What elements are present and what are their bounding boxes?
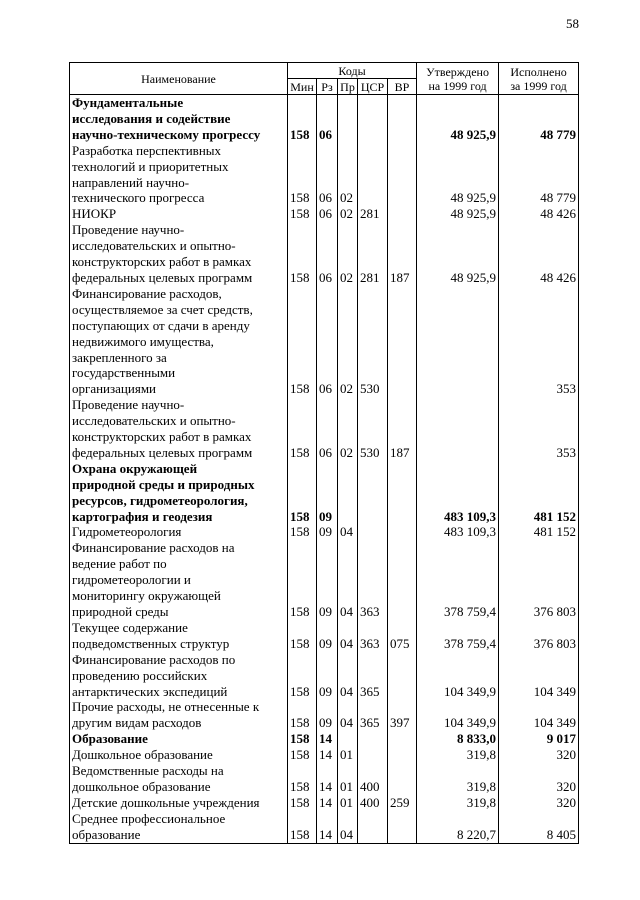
row-code-pr: 02 [338, 206, 358, 222]
row-executed: 376 803 [499, 620, 579, 652]
row-code-csr: 400 [358, 763, 388, 795]
row-code-vr [388, 763, 417, 795]
row-code-min: 158 [288, 731, 317, 747]
row-code-min: 158 [288, 620, 317, 652]
header-name: Наименование [70, 63, 288, 95]
row-code-pr: 04 [338, 524, 358, 540]
table-row [70, 747, 579, 763]
row-approved: 319,8 [417, 795, 499, 811]
header-min: Мин [288, 79, 317, 95]
row-code-vr [388, 206, 417, 222]
row-name [70, 795, 288, 811]
row-code-csr: 281 [358, 222, 388, 286]
row-executed: 48 426 [499, 206, 579, 222]
row-code-rz: 06 [317, 143, 338, 207]
row-name [70, 286, 288, 397]
row-code-pr [338, 461, 358, 525]
row-name-line: мониторингу окружающей [72, 588, 221, 604]
row-code-rz: 09 [317, 524, 338, 540]
row-code-rz: 06 [317, 95, 338, 143]
row-code-rz: 06 [317, 286, 338, 397]
row-executed: 481 152 [499, 524, 579, 540]
row-name-line: технологий и приоритетных [72, 158, 229, 174]
row-code-min: 158 [288, 95, 317, 143]
row-code-csr [358, 95, 388, 143]
row-name [70, 763, 288, 795]
row-name-line: гидрометеорологии и [72, 572, 191, 588]
header-executed-line1: Исполнено [510, 64, 567, 79]
table-header [70, 63, 579, 95]
row-name-line: Гидрометеорология [72, 524, 182, 540]
row-name-line: подведомственных структур [72, 635, 230, 651]
row-code-rz: 06 [317, 206, 338, 222]
row-code-rz: 14 [317, 811, 338, 843]
row-name-line: организациями [72, 381, 156, 397]
row-approved: 378 759,4 [417, 620, 499, 652]
row-code-min: 158 [288, 222, 317, 286]
table-row [70, 795, 579, 811]
row-approved: 104 349,9 [417, 652, 499, 700]
header-csr: ЦСР [358, 79, 388, 95]
row-name [70, 222, 288, 286]
row-executed: 320 [499, 795, 579, 811]
row-code-rz: 06 [317, 222, 338, 286]
row-code-min: 158 [288, 747, 317, 763]
row-code-min: 158 [288, 811, 317, 843]
header-vr: ВР [388, 79, 417, 95]
row-code-rz: 14 [317, 795, 338, 811]
row-name-line: Проведение научно- [72, 397, 185, 413]
row-name-line: Текущее содержание [72, 619, 188, 635]
row-name-line: Финансирование расходов на [72, 540, 235, 556]
row-approved: 319,8 [417, 747, 499, 763]
row-name [70, 143, 288, 207]
header-approved-line2: на 1999 год [428, 78, 487, 93]
row-executed: 320 [499, 763, 579, 795]
row-code-min: 158 [288, 397, 317, 461]
row-approved: 8 220,7 [417, 811, 499, 843]
row-name [70, 95, 288, 143]
row-name [70, 461, 288, 525]
row-executed: 353 [499, 286, 579, 397]
row-name-line: недвижимого имущества, [72, 333, 214, 349]
row-code-vr: 397 [388, 699, 417, 731]
table-row [70, 222, 579, 286]
row-name-line: научно-техническому прогрессу [72, 126, 261, 142]
row-code-min: 158 [288, 524, 317, 540]
row-executed: 104 349 [499, 652, 579, 700]
row-code-pr: 02 [338, 222, 358, 286]
row-name [70, 524, 288, 540]
row-name-line: исследовательских и опытно- [72, 238, 236, 254]
row-approved [417, 286, 499, 397]
row-code-vr [388, 143, 417, 207]
row-name [70, 747, 288, 763]
row-code-rz: 09 [317, 620, 338, 652]
row-executed: 353 [499, 397, 579, 461]
row-code-vr [388, 286, 417, 397]
table-row [70, 206, 579, 222]
row-approved: 48 925,9 [417, 95, 499, 143]
header-executed [499, 63, 579, 95]
row-code-min: 158 [288, 795, 317, 811]
row-name-line: ведение работ по [72, 556, 167, 572]
row-name-line: федеральных целевых программ [72, 269, 253, 285]
row-code-pr [338, 95, 358, 143]
row-name-line: Среднее профессиональное [72, 810, 226, 826]
row-code-rz: 06 [317, 397, 338, 461]
row-code-pr: 04 [338, 652, 358, 700]
row-code-vr [388, 747, 417, 763]
row-name [70, 652, 288, 700]
row-name-line: Финансирование расходов, [72, 285, 222, 301]
row-code-pr: 02 [338, 397, 358, 461]
row-code-vr [388, 95, 417, 143]
row-code-csr: 363 [358, 620, 388, 652]
row-name-line: образование [72, 826, 141, 842]
row-code-min: 158 [288, 763, 317, 795]
row-name-line: направлений научно- [72, 174, 190, 190]
row-code-pr: 04 [338, 811, 358, 843]
row-code-csr: 365 [358, 699, 388, 731]
row-name-line: осуществляемое за счет средств, [72, 301, 253, 317]
table-body [70, 95, 579, 844]
row-code-min: 158 [288, 286, 317, 397]
row-code-min: 158 [288, 540, 317, 620]
row-name-line: Ведомственные расходы на [72, 763, 224, 779]
row-code-rz: 14 [317, 763, 338, 795]
row-code-rz: 09 [317, 461, 338, 525]
row-code-pr: 04 [338, 620, 358, 652]
row-code-pr [338, 731, 358, 747]
header-codes: Коды [288, 63, 417, 79]
budget-table [69, 62, 579, 844]
row-code-csr [358, 524, 388, 540]
table-row [70, 811, 579, 843]
row-executed: 48 779 [499, 95, 579, 143]
row-code-pr: 04 [338, 540, 358, 620]
row-name-line: антарктических экспедиций [72, 683, 228, 699]
row-code-min: 158 [288, 461, 317, 525]
row-name-line: государственными [72, 365, 176, 381]
row-name-line: исследования и содействие [72, 110, 231, 126]
row-name-line: Разработка перспективных [72, 142, 222, 158]
row-code-pr: 01 [338, 795, 358, 811]
row-code-vr [388, 524, 417, 540]
row-executed: 8 405 [499, 811, 579, 843]
row-code-rz: 14 [317, 747, 338, 763]
table-row [70, 397, 579, 461]
row-code-rz: 09 [317, 540, 338, 620]
row-approved: 48 925,9 [417, 206, 499, 222]
row-executed: 48 779 [499, 143, 579, 207]
row-name-line: проведению российских [72, 667, 208, 683]
table-row [70, 95, 579, 143]
row-code-rz: 09 [317, 699, 338, 731]
row-approved: 48 925,9 [417, 222, 499, 286]
row-code-pr: 01 [338, 747, 358, 763]
table-row [70, 652, 579, 700]
row-code-vr: 187 [388, 222, 417, 286]
row-code-vr [388, 731, 417, 747]
row-name [70, 731, 288, 747]
row-executed: 9 017 [499, 731, 579, 747]
row-name [70, 699, 288, 731]
row-code-csr: 530 [358, 286, 388, 397]
page-number: 58 [566, 16, 579, 31]
row-code-csr [358, 461, 388, 525]
row-name-line: Охрана окружающей [72, 460, 198, 476]
table-row [70, 540, 579, 620]
row-name-line: дошкольное образование [72, 778, 211, 794]
row-code-rz: 09 [317, 652, 338, 700]
table-row [70, 286, 579, 397]
row-name-line: федеральных целевых программ [72, 444, 253, 460]
header-executed-line2: за 1999 год [510, 78, 567, 93]
row-code-csr [358, 811, 388, 843]
row-approved: 8 833,0 [417, 731, 499, 747]
row-executed: 376 803 [499, 540, 579, 620]
row-approved: 378 759,4 [417, 540, 499, 620]
row-name-line: конструкторских работ в рамках [72, 429, 252, 445]
row-name-line: Фундаментальные [72, 95, 184, 110]
row-executed: 320 [499, 747, 579, 763]
table-row [70, 524, 579, 540]
header-rz: Рз [317, 79, 338, 95]
row-approved: 483 109,3 [417, 461, 499, 525]
row-code-pr: 04 [338, 699, 358, 731]
row-code-csr [358, 747, 388, 763]
row-approved: 48 925,9 [417, 143, 499, 207]
row-name-line: НИОКР [72, 206, 117, 222]
row-name-line: поступающих от сдачи в аренду [72, 317, 250, 333]
table-row [70, 763, 579, 795]
row-name-line: Проведение научно- [72, 222, 185, 238]
row-code-csr: 400 [358, 795, 388, 811]
row-code-csr: 365 [358, 652, 388, 700]
row-name-line: исследовательских и опытно- [72, 413, 236, 429]
row-name [70, 620, 288, 652]
header-pr: Пр [338, 79, 358, 95]
row-code-vr: 187 [388, 397, 417, 461]
row-code-min: 158 [288, 699, 317, 731]
row-executed: 48 426 [499, 222, 579, 286]
row-code-pr: 01 [338, 763, 358, 795]
row-code-vr [388, 540, 417, 620]
row-name [70, 811, 288, 843]
row-code-csr [358, 143, 388, 207]
row-name-line: Прочие расходы, не отнесенные к [72, 699, 260, 715]
header-approved-line1: Утверждено [426, 64, 489, 79]
row-name-line: Детские дошкольные учреждения [72, 794, 260, 810]
row-name-line: ресурсов, гидрометеорология, [72, 492, 248, 508]
row-code-csr: 530 [358, 397, 388, 461]
row-code-vr [388, 461, 417, 525]
row-name-line: закрепленного за [72, 349, 167, 365]
table-row [70, 143, 579, 207]
row-name [70, 206, 288, 222]
row-name-line: технического прогресса [72, 190, 205, 206]
row-name-line: Образование [72, 731, 148, 747]
row-name-line: природной среды и природных [72, 476, 255, 492]
row-executed: 104 349 [499, 699, 579, 731]
row-approved [417, 397, 499, 461]
row-name [70, 397, 288, 461]
row-name-line: конструкторских работ в рамках [72, 254, 252, 270]
row-name-line: другим видам расходов [72, 715, 202, 731]
row-approved: 319,8 [417, 763, 499, 795]
row-name-line: Дошкольное образование [72, 747, 213, 763]
row-code-csr [358, 731, 388, 747]
row-code-pr: 02 [338, 143, 358, 207]
row-code-min: 158 [288, 652, 317, 700]
row-approved: 104 349,9 [417, 699, 499, 731]
row-code-vr: 075 [388, 620, 417, 652]
row-code-csr: 281 [358, 206, 388, 222]
row-code-vr [388, 811, 417, 843]
row-code-pr: 02 [338, 286, 358, 397]
header-approved [417, 63, 499, 95]
row-code-vr [388, 652, 417, 700]
row-name [70, 540, 288, 620]
table-row [70, 731, 579, 747]
row-code-vr: 259 [388, 795, 417, 811]
table-row [70, 620, 579, 652]
table-row [70, 699, 579, 731]
row-code-min: 158 [288, 143, 317, 207]
table-row [70, 461, 579, 525]
row-code-min: 158 [288, 206, 317, 222]
row-name-line: природной среды [72, 604, 169, 619]
row-executed: 481 152 [499, 461, 579, 525]
row-code-csr: 363 [358, 540, 388, 620]
row-code-rz: 14 [317, 731, 338, 747]
row-name-line: Финансирование расходов по [72, 651, 236, 667]
row-approved: 483 109,3 [417, 524, 499, 540]
row-name-line: картография и геодезия [72, 508, 213, 524]
